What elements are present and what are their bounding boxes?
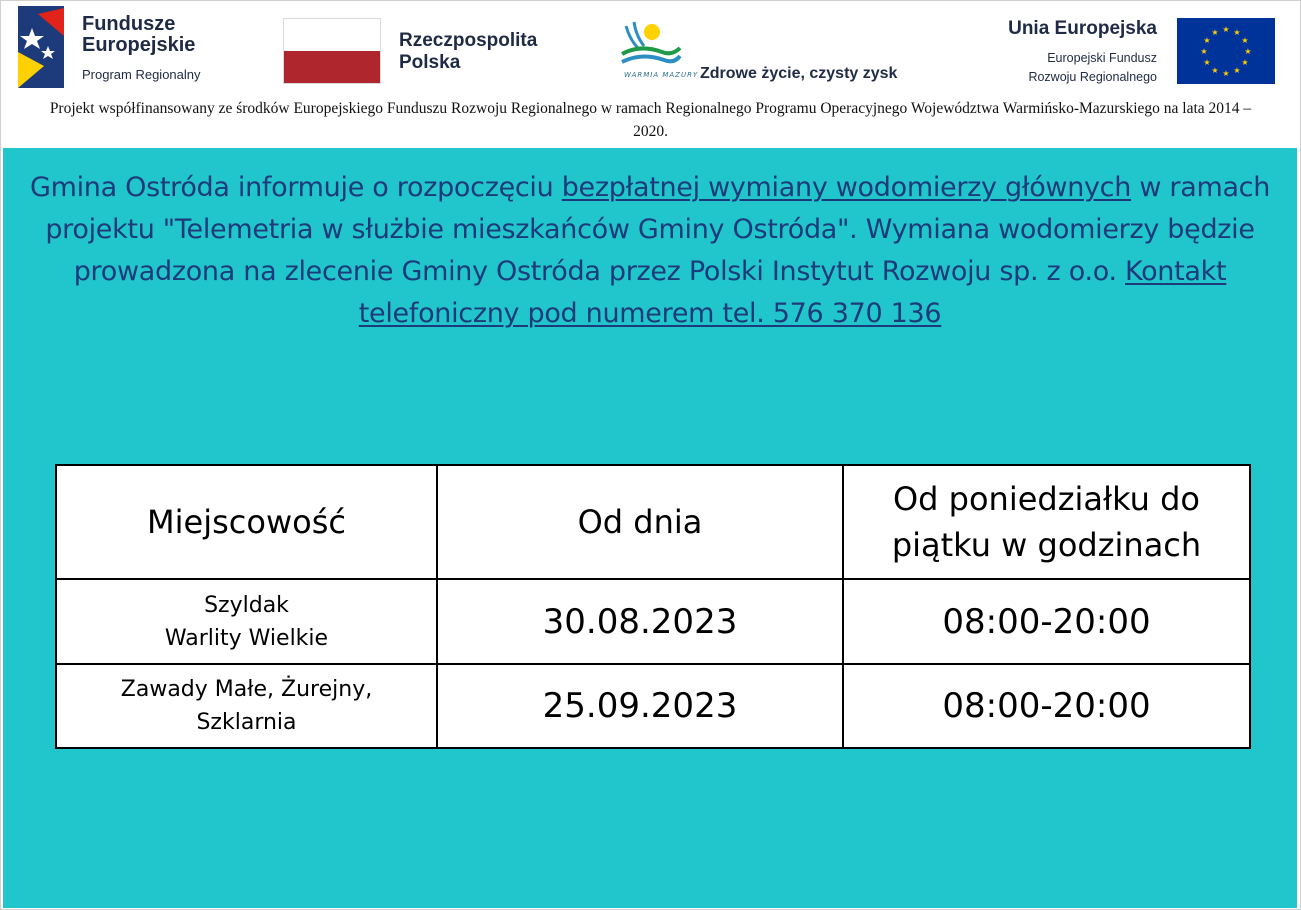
row-date: 25.09.2023 [437, 664, 843, 748]
fundusze-europejskie-logo [18, 6, 233, 88]
svg-text:★: ★ [1233, 66, 1241, 75]
warmia-mazury-wave-icon [618, 18, 682, 72]
notice-highlight: bezpłatnej wymiany wodomierzy głównych [561, 172, 1132, 203]
table-header-row [56, 465, 1250, 579]
svg-text:★: ★ [1222, 25, 1230, 34]
svg-text:★: ★ [1233, 28, 1241, 37]
eu-flag-icon [1177, 18, 1275, 84]
header-place: Miejscowość [56, 465, 437, 579]
rzeczpospolita-logo [283, 18, 573, 86]
unia-title: Unia Europejska [1008, 18, 1157, 39]
contact-phone: Kontakt telefoniczny pod numerem tel. 576 370 136 [358, 256, 1227, 329]
svg-text:★: ★ [1200, 47, 1208, 56]
svg-text:★: ★ [1222, 69, 1230, 78]
row-hours: 08:00-20:00 [843, 664, 1250, 748]
svg-text:★: ★ [1241, 58, 1249, 67]
rzeczpospolita-text: Rzeczpospolita Polska [399, 30, 538, 73]
cofinancing-note: Projekt współfinansowany ze środków Europejskiego Funduszu Rozwoju Regionalnego w ramach Regionalnego Programu Operacyjnego Województwa Warmińsko-Mazurskiego na lata 2014 – 2020. [49, 100, 1252, 140]
notice-text [13, 167, 1287, 335]
header-date: Od dnia [437, 465, 843, 579]
info-panel [3, 148, 1297, 908]
row-place: Szyldak Warlity Wielkie [56, 579, 437, 663]
schedule-table [55, 464, 1251, 749]
logo-bar [0, 0, 1301, 96]
svg-text:★: ★ [1211, 28, 1219, 37]
row-hours: 08:00-20:00 [843, 579, 1250, 663]
notice-body: w ramach projektu "Telemetria w służbie mieszkańców Gminy Ostróda". Wymiana wodomierzy będzie prowadzona na zlecenie Gminy Ostróda przez Polski Instytut Rozwoju sp. z o.o. [45, 172, 1271, 287]
table-row [56, 579, 1250, 663]
row-place: Zawady Małe, Żurejny, Szklarnia [56, 664, 437, 748]
fundusze-star-icon [18, 6, 64, 88]
warmia-mazury-caption: WARMIA MAZURY [624, 71, 699, 79]
svg-text:★: ★ [1203, 36, 1211, 45]
warmia-slogan: Zdrowe życie, czysty zysk [700, 65, 898, 82]
unia-subtitle: Europejski Fundusz Rozwoju Regionalnego [1028, 51, 1157, 84]
polish-flag-icon [283, 18, 381, 84]
svg-text:★: ★ [1211, 66, 1219, 75]
unia-europejska-logo [970, 18, 1275, 86]
warmia-mazury-logo [618, 18, 938, 88]
svg-text:★: ★ [1244, 47, 1252, 56]
fundusze-subtitle: Program Regionalny [82, 67, 201, 82]
svg-text:★: ★ [1241, 36, 1249, 45]
fundusze-title: Fundusze Europejskie [82, 13, 196, 56]
table-row [56, 664, 1250, 748]
row-date: 30.08.2023 [437, 579, 843, 663]
svg-text:★: ★ [1203, 58, 1211, 67]
header-hours: Od poniedziałku do piątku w godzinach [843, 465, 1250, 579]
notice-intro: Gmina Ostróda informuje o rozpoczęciu [29, 172, 562, 203]
